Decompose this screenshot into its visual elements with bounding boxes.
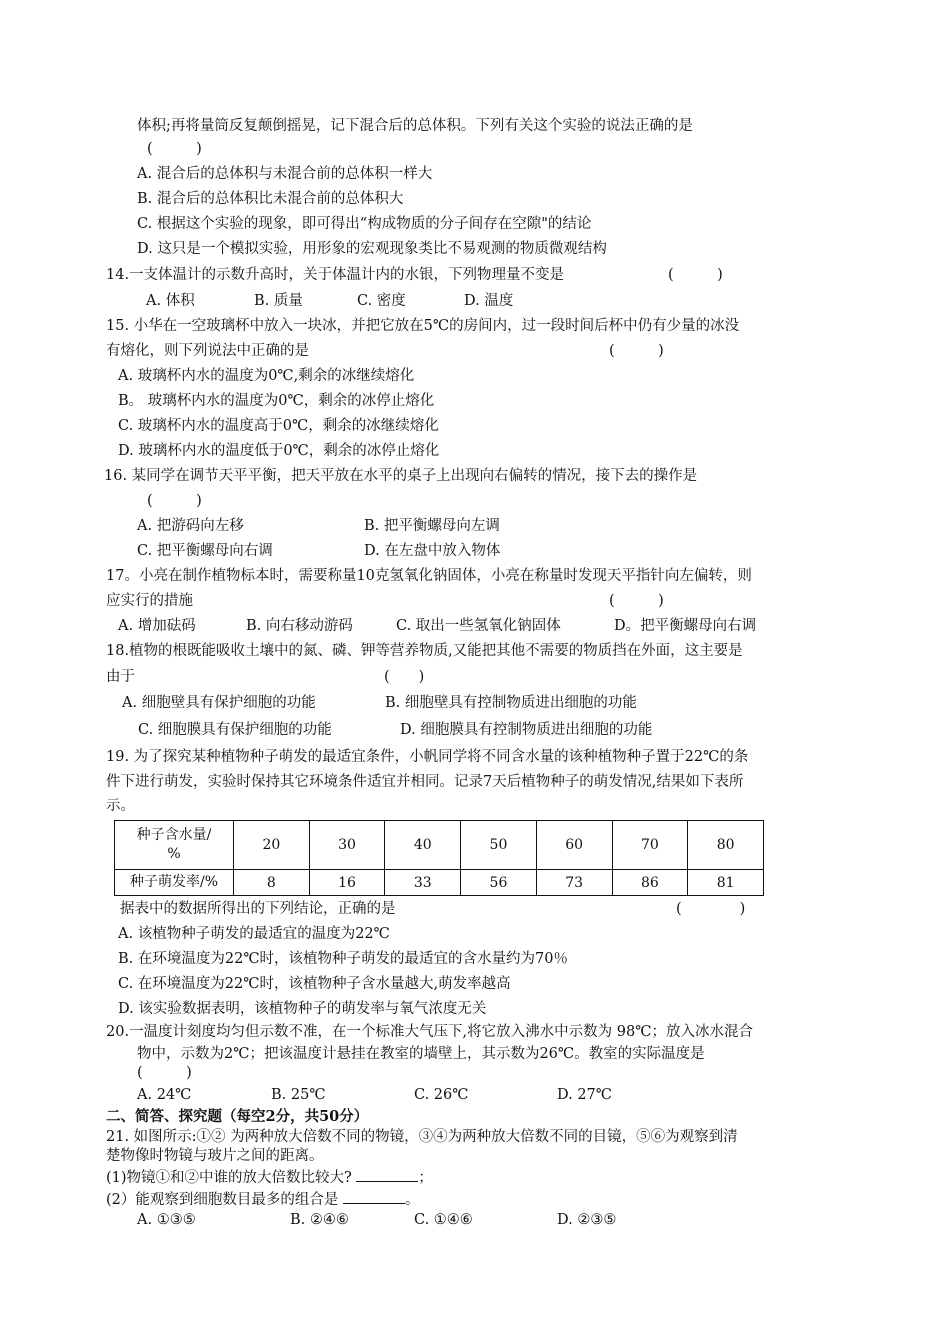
q13-option-c: C. 根据这个实验的现象，即可得出“构成物质的分子间存在空隙"的结论 (137, 216, 592, 232)
table-cell: 56 (461, 870, 537, 896)
q15-option-d: D. 玻璃杯内水的温度低于0℃，剩余的冰停止熔化 (118, 443, 440, 459)
q15-option-c: C. 玻璃杯内水的温度高于0℃，剩余的冰继续熔化 (118, 418, 439, 434)
q13-option-a: A. 混合后的总体积与未混合前的总体积一样大 (137, 166, 433, 182)
q18-option-c: C. 细胞膜具有保护细胞的功能 (138, 722, 332, 738)
q21-sub2-answer-blank[interactable] (343, 1189, 405, 1204)
q18-stem-line1: 18.植物的根既能吸收土壤中的氮、磷、钾等营养物质,又能把其他不需要的物质挡在外面，这主要是 (106, 643, 743, 659)
q21-sub1-answer-blank[interactable] (356, 1167, 418, 1182)
q17-answer-bracket: ( ) (609, 593, 664, 609)
q14-option-a: A. 体积 (146, 293, 195, 309)
q13-option-d: D. 这只是一个模拟实验，用形象的宏观现象类比不易观测的物质微观结构 (137, 241, 607, 257)
table-cell: 60 (536, 821, 612, 870)
q21-sub1-end: ； (418, 1170, 433, 1186)
q21-option-b: B. ②④⑥ (290, 1212, 349, 1228)
q21-option-d: D. ②③⑤ (557, 1212, 617, 1228)
q19-stem-line3: 示。 (106, 798, 135, 814)
table-cell: 50 (461, 821, 537, 870)
q21-option-c: C. ①④⑥ (414, 1212, 473, 1228)
q17-option-b: B. 向右移动游码 (246, 618, 353, 634)
table-cell: 33 (385, 870, 461, 896)
q20-option-b: B. 25℃ (271, 1087, 326, 1103)
q14-stem: 14.一支体温计的示数升高时，关于体温计内的水银，下列物理量不变是 (106, 267, 565, 283)
q20-stem-line2: 物中，示数为2℃；把该温度计悬挂在教室的墙壁上，其示数为26℃。教室的实际温度是 (137, 1046, 705, 1062)
table-row (115, 870, 764, 896)
table-cell: 70 (612, 821, 688, 870)
table-cell: 16 (309, 870, 385, 896)
water-label-line1: 种子含水量/ (136, 827, 212, 843)
table-cell: 20 (234, 821, 310, 870)
table-cell: 73 (536, 870, 612, 896)
q19-stem-line2: 件下进行萌发，实验时保持其它环境条件适宜并相同。记录7天后植物种子的萌发情况,结果如下表所 (106, 774, 744, 790)
table-row (115, 821, 764, 870)
q21-sub2-end: 。 (405, 1192, 420, 1208)
q21-subquestion-2 (106, 1189, 420, 1210)
q17-stem-line1: 17。小亮在制作植物标本时，需要称量10克氢氧化钠固体，小亮在称量时发现天平指针向左偏转，则 (106, 568, 752, 584)
q17-option-c: C. 取出一些氢氧化钠固体 (396, 618, 561, 634)
q20-stem-line1: 20.一温度计刻度均匀但示数不准，在一个标准大气压下,将它放入沸水中示数为 98℃；放入冰水混合 (106, 1024, 753, 1040)
q19-option-b: B. 在环境温度为22℃时，该植物种子萌发的最适宜的含水量约为70％ (118, 951, 568, 967)
table-cell: 86 (612, 870, 688, 896)
q16-option-c: C. 把平衡螺母向右调 (137, 543, 273, 559)
table-cell: 80 (688, 821, 764, 870)
q14-option-c: C. 密度 (357, 293, 406, 309)
water-label-line2: % (167, 846, 181, 862)
q14-answer-bracket: ( ) (668, 267, 723, 283)
table-header-water-content (115, 821, 234, 870)
q19-answer-bracket: ( ) (676, 901, 746, 917)
q21-sub2-text: (2）能观察到细胞数目最多的组合是 (106, 1192, 339, 1208)
q21-sub1-text: (1)物镜①和②中谁的放大倍数比较大? (106, 1170, 352, 1186)
q21-stem-line1: 21. 如图所示:①② 为两种放大倍数不同的物镜，③④为两种放大倍数不同的目镜，⑤⑥为观察到清 (106, 1129, 738, 1145)
q20-option-d: D. 27℃ (557, 1087, 612, 1103)
q15-answer-bracket: ( ) (609, 343, 664, 359)
q20-option-c: C. 26℃ (414, 1087, 469, 1103)
q19-stem-line1: 19. 为了探究某种植物种子萌发的最适宜条件，小帆同学将不同含水量的该种植物种子置于22℃的条 (106, 749, 749, 765)
q15-option-b: B。 玻璃杯内水的温度为0℃，剩余的冰停止熔化 (118, 393, 435, 409)
q15-stem-line1: 15. 小华在一空玻璃杯中放入一块冰，并把它放在5℃的房间内，过一段时间后杯中仍有少量的冰没 (106, 318, 740, 334)
q16-option-b: B. 把平衡螺母向左调 (364, 518, 500, 534)
q14-option-d: D. 温度 (464, 293, 514, 309)
q20-option-a: A. 24℃ (137, 1087, 192, 1103)
section-2-heading: 二、简答、探究题（每空2分，共50分） (106, 1108, 369, 1125)
q13-stem-line1: 体积;再将量筒反复颠倒摇晃，记下混合后的总体积。下列有关这个实验的说法正确的是 (137, 118, 693, 134)
q21-option-a: A. ①③⑤ (137, 1212, 196, 1228)
q16-option-a: A. 把游码向左移 (137, 518, 244, 534)
q14-option-b: B. 质量 (254, 293, 303, 309)
q17-option-a: A. 增加砝码 (118, 618, 196, 634)
q15-option-a: A. 玻璃杯内水的温度为0℃,剩余的冰继续熔化 (118, 368, 415, 384)
table-cell: 81 (688, 870, 764, 896)
q18-option-d: D. 细胞膜具有控制物质进出细胞的功能 (400, 722, 653, 738)
q19-conclusion: 据表中的数据所得出的下列结论，正确的是 (120, 901, 396, 917)
q18-option-b: B. 细胞壁具有控制物质进出细胞的功能 (385, 695, 637, 711)
q16-stem-line1: 16. 某同学在调节天平平衡，把天平放在水平的桌子上出现向右偏转的情况，接下去的操作是 (104, 468, 698, 484)
q13-answer-bracket: ( ) (147, 141, 202, 157)
q19-option-a: A. 该植物种子萌发的最适宜的温度为22℃ (118, 926, 390, 942)
q15-stem-line2: 有熔化，则下列说法中正确的是 (106, 343, 309, 359)
q16-answer-bracket: ( ) (147, 493, 202, 509)
table-cell: 40 (385, 821, 461, 870)
table-header-germination-rate: 种子萌发率/% (115, 870, 234, 896)
table-cell: 8 (234, 870, 310, 896)
q16-option-d: D. 在左盘中放入物体 (364, 543, 501, 559)
q20-answer-bracket: ( ) (137, 1065, 192, 1081)
q13-option-b: B. 混合后的总体积比未混合前的总体积大 (137, 191, 404, 207)
q18-option-a: A. 细胞壁具有保护细胞的功能 (122, 695, 316, 711)
q21-stem-line2: 楚物像时物镜与玻片之间的距离。 (106, 1148, 324, 1164)
q18-answer-bracket: ( ) (384, 669, 425, 685)
q21-subquestion-1 (106, 1167, 433, 1188)
q17-stem-line2: 应实行的措施 (106, 593, 193, 609)
seed-germination-table (114, 820, 764, 896)
q18-stem-line2: 由于 (106, 669, 135, 685)
q19-option-d: D. 该实验数据表明，该植物种子的萌发率与氧气浓度无关 (118, 1001, 487, 1017)
q17-option-d: D。把平衡螺母向右调 (614, 618, 757, 634)
q19-option-c: C. 在环境温度为22℃时，该植物种子含水量越大,萌发率越高 (118, 976, 511, 992)
table-cell: 30 (309, 821, 385, 870)
